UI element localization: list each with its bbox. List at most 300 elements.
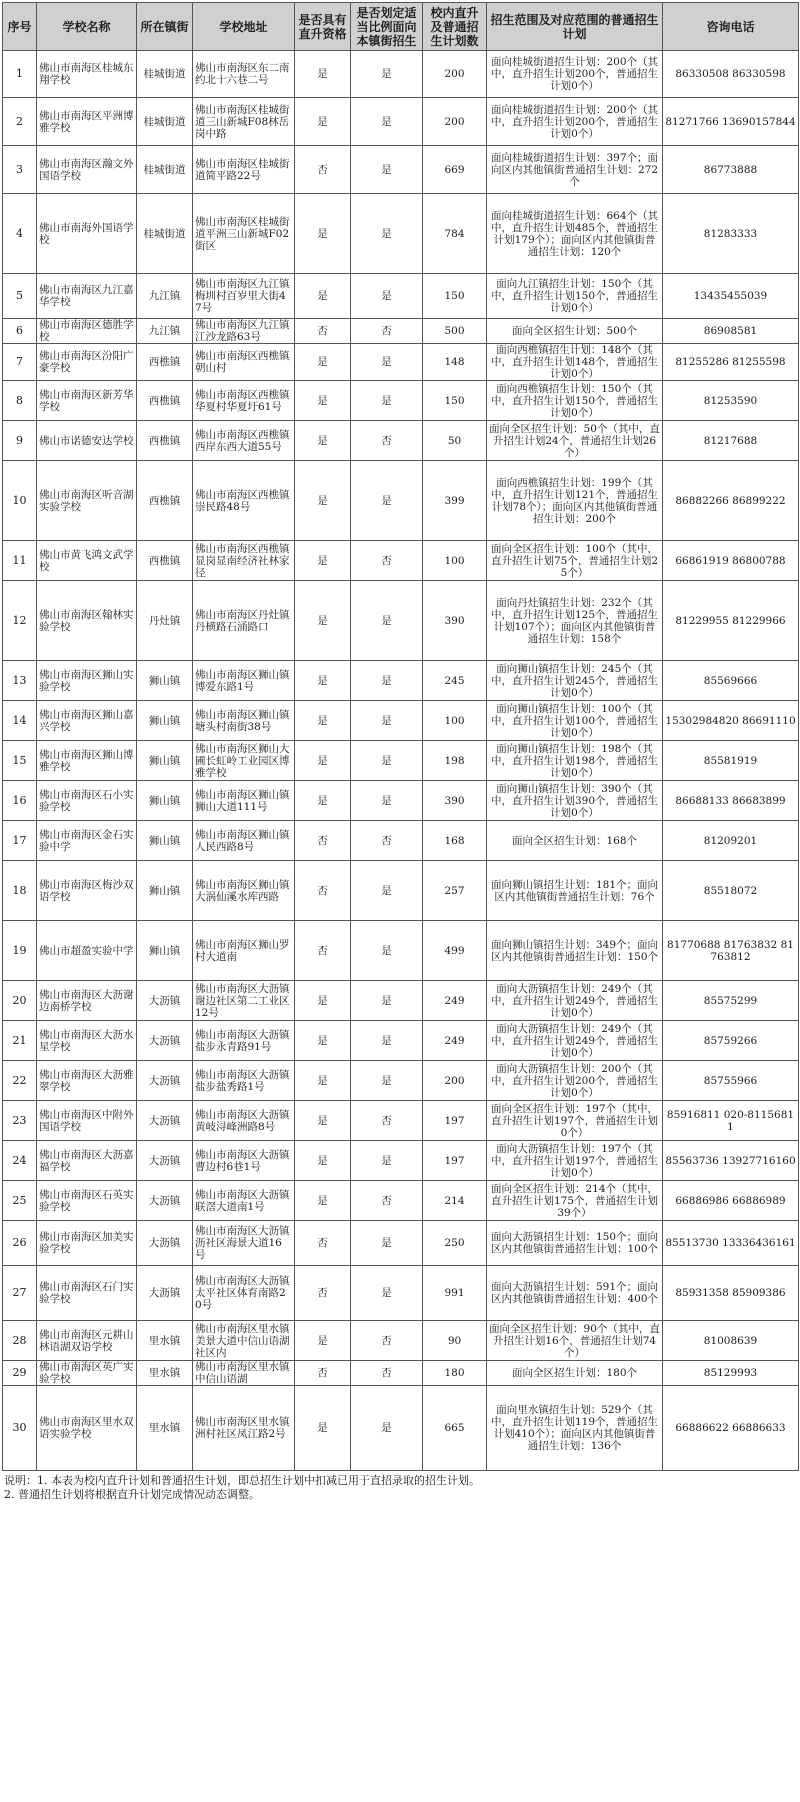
town-cell: 大沥镇 (137, 1021, 193, 1061)
phone-cell: 85129993 (663, 1361, 799, 1386)
direct-qualification-cell: 是 (295, 51, 351, 98)
town-cell: 狮山镇 (137, 701, 193, 741)
direct-qualification-cell: 是 (295, 194, 351, 274)
school-address-cell: 佛山市南海区西樵镇崇民路48号 (193, 461, 295, 541)
phone-cell: 81008639 (663, 1321, 799, 1361)
row-index-cell: 19 (3, 921, 37, 981)
row-index-cell: 30 (3, 1386, 37, 1471)
direct-qualification-cell: 否 (295, 319, 351, 344)
town-cell: 大沥镇 (137, 1061, 193, 1101)
table-body (3, 51, 799, 1471)
phone-cell: 85513730 13336436161 (663, 1221, 799, 1266)
local-ratio-cell: 否 (351, 1101, 423, 1141)
header-local-ratio: 是否划定适当比例面向本镇街招生 (351, 3, 423, 51)
direct-qualification-cell: 否 (295, 1266, 351, 1321)
direct-qualification-cell: 是 (295, 381, 351, 421)
local-ratio-cell: 是 (351, 461, 423, 541)
row-index-cell: 26 (3, 1221, 37, 1266)
school-name-cell: 佛山市南海区大沥水星学校 (37, 1021, 137, 1061)
scope-plan-cell: 面向大沥镇招生计划：150个；面向区内其他镇街普通招生计划：100个 (487, 1221, 663, 1266)
row-index-cell: 6 (3, 319, 37, 344)
row-index-cell: 10 (3, 461, 37, 541)
table-row (3, 461, 799, 541)
school-address-cell: 佛山市南海区狮山镇博爱东路1号 (193, 661, 295, 701)
town-cell: 大沥镇 (137, 1101, 193, 1141)
row-index-cell: 5 (3, 274, 37, 319)
table-row (3, 581, 799, 661)
scope-plan-cell: 面向全区招生计划：50个（其中，直升招生计划24个，普通招生计划26个） (487, 421, 663, 461)
row-index-cell: 15 (3, 741, 37, 781)
plan-count-cell: 198 (423, 741, 487, 781)
direct-qualification-cell: 否 (295, 861, 351, 921)
scope-plan-cell: 面向丹灶镇招生计划：232个（其中，直升招生计划125个，普通招生计划107个）；面向区内其他镇街普通招生计划：158个 (487, 581, 663, 661)
town-cell: 大沥镇 (137, 1141, 193, 1181)
school-name-cell: 佛山市南海区平洲博雅学校 (37, 98, 137, 146)
scope-plan-cell: 面向狮山镇招生计划：181个；面向区内其他镇街普通招生计划：76个 (487, 861, 663, 921)
phone-cell: 86773888 (663, 146, 799, 194)
row-index-cell: 1 (3, 51, 37, 98)
school-name-cell: 佛山市南海区加美实验学校 (37, 1221, 137, 1266)
table-row (3, 51, 799, 98)
school-name-cell: 佛山市南海区大沥谢边南桥学校 (37, 981, 137, 1021)
local-ratio-cell: 否 (351, 421, 423, 461)
row-index-cell: 2 (3, 98, 37, 146)
direct-qualification-cell: 是 (295, 344, 351, 381)
local-ratio-cell: 是 (351, 661, 423, 701)
plan-count-cell: 991 (423, 1266, 487, 1321)
direct-qualification-cell: 是 (295, 1181, 351, 1221)
plan-count-cell: 500 (423, 319, 487, 344)
school-name-cell: 佛山市南海区汾阳广豪学校 (37, 344, 137, 381)
direct-qualification-cell: 是 (295, 1061, 351, 1101)
direct-qualification-cell: 是 (295, 1141, 351, 1181)
town-cell: 狮山镇 (137, 861, 193, 921)
phone-cell: 85581919 (663, 741, 799, 781)
town-cell: 大沥镇 (137, 981, 193, 1021)
table-row (3, 661, 799, 701)
direct-qualification-cell: 是 (295, 1386, 351, 1471)
school-address-cell: 佛山市南海区狮山镇狮山大道111号 (193, 781, 295, 821)
plan-count-cell: 257 (423, 861, 487, 921)
table-row (3, 194, 799, 274)
school-address-cell: 佛山市南海区大沥镇沥社区海景大道16号 (193, 1221, 295, 1266)
row-index-cell: 18 (3, 861, 37, 921)
scope-plan-cell: 面向西樵镇招生计划：148个（其中，直升招生计划148个，普通招生计划0个） (487, 344, 663, 381)
row-index-cell: 16 (3, 781, 37, 821)
phone-cell: 66861919 86800788 (663, 541, 799, 581)
row-index-cell: 12 (3, 581, 37, 661)
row-index-cell: 24 (3, 1141, 37, 1181)
direct-qualification-cell: 是 (295, 781, 351, 821)
local-ratio-cell: 是 (351, 1141, 423, 1181)
local-ratio-cell: 是 (351, 146, 423, 194)
phone-cell: 86330508 86330598 (663, 51, 799, 98)
local-ratio-cell: 否 (351, 1181, 423, 1221)
plan-count-cell: 399 (423, 461, 487, 541)
row-index-cell: 8 (3, 381, 37, 421)
scope-plan-cell: 面向大沥镇招生计划：197个（其中，直升招生计划197个，普通招生计划0个） (487, 1141, 663, 1181)
phone-cell: 86908581 (663, 319, 799, 344)
school-name-cell: 佛山市南海区梅沙双语学校 (37, 861, 137, 921)
local-ratio-cell: 是 (351, 1021, 423, 1061)
plan-count-cell: 168 (423, 821, 487, 861)
scope-plan-cell: 面向全区招生计划：100个（其中，直升招生计划75个，普通招生计划25个） (487, 541, 663, 581)
school-name-cell: 佛山市南海区石小实验学校 (37, 781, 137, 821)
phone-cell: 85931358 85909386 (663, 1266, 799, 1321)
school-name-cell: 佛山市南海区英广实验学校 (37, 1361, 137, 1386)
enrollment-table-page (2, 2, 798, 1502)
header-phone: 咨询电话 (663, 3, 799, 51)
phone-cell: 81770688 81763832 81763812 (663, 921, 799, 981)
plan-count-cell: 249 (423, 1021, 487, 1061)
local-ratio-cell: 是 (351, 98, 423, 146)
school-address-cell: 佛山市南海区大沥镇联滘大道南1号 (193, 1181, 295, 1221)
town-cell: 大沥镇 (137, 1266, 193, 1321)
header-plan-count: 校内直升及普通招生计划数 (423, 3, 487, 51)
phone-cell: 86882266 86899222 (663, 461, 799, 541)
scope-plan-cell: 面向里水镇招生计划：529个（其中，直升招生计划119个，普通招生计划410个）；面向区内其他镇街普通招生计划：136个 (487, 1386, 663, 1471)
town-cell: 九江镇 (137, 319, 193, 344)
direct-qualification-cell: 是 (295, 421, 351, 461)
plan-count-cell: 150 (423, 381, 487, 421)
local-ratio-cell: 否 (351, 319, 423, 344)
school-name-cell: 佛山市南海区元耕山林语湖双语学校 (37, 1321, 137, 1361)
row-index-cell: 22 (3, 1061, 37, 1101)
scope-plan-cell: 面向桂城街道招生计划：200个（其中，直升招生计划200个，普通招生计划0个） (487, 51, 663, 98)
row-index-cell: 3 (3, 146, 37, 194)
row-index-cell: 14 (3, 701, 37, 741)
scope-plan-cell: 面向全区招生计划：500个 (487, 319, 663, 344)
local-ratio-cell: 是 (351, 701, 423, 741)
town-cell: 大沥镇 (137, 1221, 193, 1266)
table-row (3, 344, 799, 381)
school-address-cell: 佛山市南海区西樵镇西岸东西大道55号 (193, 421, 295, 461)
town-cell: 桂城街道 (137, 51, 193, 98)
phone-cell: 85563736 13927716160 (663, 1141, 799, 1181)
direct-qualification-cell: 是 (295, 981, 351, 1021)
row-index-cell: 27 (3, 1266, 37, 1321)
school-address-cell: 佛山市南海区大沥镇黄岐浔峰洲路8号 (193, 1101, 295, 1141)
school-name-cell: 佛山市南海区瀚文外国语学校 (37, 146, 137, 194)
table-row (3, 1361, 799, 1386)
table-row (3, 146, 799, 194)
local-ratio-cell: 是 (351, 1221, 423, 1266)
school-address-cell: 佛山市南海区东二南约北十六巷二号 (193, 51, 295, 98)
town-cell: 西樵镇 (137, 381, 193, 421)
town-cell: 狮山镇 (137, 821, 193, 861)
table-row (3, 98, 799, 146)
plan-count-cell: 90 (423, 1321, 487, 1361)
header-school-name: 学校名称 (37, 3, 137, 51)
school-address-cell: 佛山市南海区九江镇梅圳村百岁里大街47号 (193, 274, 295, 319)
direct-qualification-cell: 是 (295, 1321, 351, 1361)
school-address-cell: 佛山市南海区狮山镇塘头村南街38号 (193, 701, 295, 741)
plan-count-cell: 214 (423, 1181, 487, 1221)
school-name-cell: 佛山市南海区大沥雅翠学校 (37, 1061, 137, 1101)
town-cell: 西樵镇 (137, 461, 193, 541)
scope-plan-cell: 面向狮山镇招生计划：198个（其中，直升招生计划198个，普通招生计划0个） (487, 741, 663, 781)
local-ratio-cell: 是 (351, 1386, 423, 1471)
direct-qualification-cell: 否 (295, 1221, 351, 1266)
scope-plan-cell: 面向狮山镇招生计划：245个（其中，直升招生计划245个，普通招生计划0个） (487, 661, 663, 701)
plan-count-cell: 390 (423, 781, 487, 821)
school-address-cell: 佛山市南海区桂城街道简平路22号 (193, 146, 295, 194)
school-name-cell: 佛山市诺德安达学校 (37, 421, 137, 461)
row-index-cell: 13 (3, 661, 37, 701)
town-cell: 桂城街道 (137, 98, 193, 146)
local-ratio-cell: 是 (351, 194, 423, 274)
school-address-cell: 佛山市南海区里水镇洲村社区凤江路2号 (193, 1386, 295, 1471)
direct-qualification-cell: 是 (295, 741, 351, 781)
table-row (3, 701, 799, 741)
school-address-cell: 佛山市南海区大沥镇太平社区体育南路20号 (193, 1266, 295, 1321)
phone-cell: 85759266 (663, 1021, 799, 1061)
scope-plan-cell: 面向大沥镇招生计划：200个（其中，直升招生计划200个，普通招生计划0个） (487, 1061, 663, 1101)
row-index-cell: 9 (3, 421, 37, 461)
school-address-cell: 佛山市南海区狮山镇大涡仙溪水库西路 (193, 861, 295, 921)
local-ratio-cell: 是 (351, 581, 423, 661)
phone-cell: 66886986 66886989 (663, 1181, 799, 1221)
town-cell: 狮山镇 (137, 661, 193, 701)
scope-plan-cell: 面向全区招生计划：180个 (487, 1361, 663, 1386)
school-address-cell: 佛山市南海区大沥镇盐步永青路91号 (193, 1021, 295, 1061)
plan-count-cell: 197 (423, 1101, 487, 1141)
town-cell: 九江镇 (137, 274, 193, 319)
town-cell: 大沥镇 (137, 1181, 193, 1221)
row-index-cell: 29 (3, 1361, 37, 1386)
direct-qualification-cell: 是 (295, 461, 351, 541)
school-address-cell: 佛山市南海区里水镇美景大道中信山语湖社区内 (193, 1321, 295, 1361)
school-name-cell: 佛山市南海区九江嘉华学校 (37, 274, 137, 319)
plan-count-cell: 100 (423, 541, 487, 581)
row-index-cell: 28 (3, 1321, 37, 1361)
table-row (3, 1141, 799, 1181)
table-row (3, 319, 799, 344)
school-address-cell: 佛山市南海区西樵镇华夏村华夏圩61号 (193, 381, 295, 421)
school-name-cell: 佛山市南海区里水双语实验学校 (37, 1386, 137, 1471)
school-name-cell: 佛山市南海区德胜学校 (37, 319, 137, 344)
phone-cell: 81283333 (663, 194, 799, 274)
school-name-cell: 佛山市南海区听音湖实验学校 (37, 461, 137, 541)
school-name-cell: 佛山市南海区翰林实验学校 (37, 581, 137, 661)
row-index-cell: 17 (3, 821, 37, 861)
school-name-cell: 佛山市南海区金石实验中学 (37, 821, 137, 861)
table-row (3, 861, 799, 921)
school-address-cell: 佛山市南海区大沥镇盐步盐秀路1号 (193, 1061, 295, 1101)
local-ratio-cell: 是 (351, 344, 423, 381)
plan-count-cell: 200 (423, 1061, 487, 1101)
town-cell: 狮山镇 (137, 921, 193, 981)
local-ratio-cell: 是 (351, 921, 423, 981)
table-row (3, 381, 799, 421)
direct-qualification-cell: 否 (295, 1361, 351, 1386)
direct-qualification-cell: 是 (295, 661, 351, 701)
school-name-cell: 佛山市南海区石英实验学校 (37, 1181, 137, 1221)
table-row (3, 981, 799, 1021)
scope-plan-cell: 面向桂城街道招生计划：200个（其中，直升招生计划200个，普通招生计划0个） (487, 98, 663, 146)
local-ratio-cell: 否 (351, 821, 423, 861)
row-index-cell: 20 (3, 981, 37, 1021)
school-name-cell: 佛山市南海区桂城东翔学校 (37, 51, 137, 98)
direct-qualification-cell: 是 (295, 701, 351, 741)
scope-plan-cell: 面向九江镇招生计划：150个（其中，直升招生计划150个，普通招生计划0个） (487, 274, 663, 319)
header-address: 学校地址 (193, 3, 295, 51)
school-address-cell: 佛山市南海区桂城街道三山新城F08林岳岗中路 (193, 98, 295, 146)
row-index-cell: 7 (3, 344, 37, 381)
plan-count-cell: 50 (423, 421, 487, 461)
table-row (3, 541, 799, 581)
school-name-cell: 佛山市南海区狮山博雅学校 (37, 741, 137, 781)
direct-qualification-cell: 否 (295, 921, 351, 981)
local-ratio-cell: 是 (351, 274, 423, 319)
local-ratio-cell: 否 (351, 1361, 423, 1386)
table-row (3, 821, 799, 861)
direct-qualification-cell: 是 (295, 98, 351, 146)
phone-cell: 86688133 86683899 (663, 781, 799, 821)
town-cell: 桂城街道 (137, 146, 193, 194)
plan-count-cell: 148 (423, 344, 487, 381)
school-name-cell: 佛山市南海区大沥嘉福学校 (37, 1141, 137, 1181)
phone-cell: 81271766 13690157844 (663, 98, 799, 146)
row-index-cell: 4 (3, 194, 37, 274)
local-ratio-cell: 是 (351, 381, 423, 421)
plan-count-cell: 250 (423, 1221, 487, 1266)
table-row (3, 1266, 799, 1321)
school-name-cell: 佛山市南海区石门实验学校 (37, 1266, 137, 1321)
plan-count-cell: 200 (423, 98, 487, 146)
scope-plan-cell: 面向狮山镇招生计划：100个（其中，直升招生计划100个，普通招生计划0个） (487, 701, 663, 741)
phone-cell: 81229955 81229966 (663, 581, 799, 661)
table-row (3, 274, 799, 319)
school-name-cell: 佛山市黄飞鸿文武学校 (37, 541, 137, 581)
scope-plan-cell: 面向全区招生计划：214个（其中，直升招生计划175个，普通招生计划39个） (487, 1181, 663, 1221)
table-row (3, 1061, 799, 1101)
school-address-cell: 佛山市南海区大沥镇曹边村6巷1号 (193, 1141, 295, 1181)
school-address-cell: 佛山市南海区九江镇江沙龙路63号 (193, 319, 295, 344)
scope-plan-cell: 面向狮山镇招生计划：390个（其中，直升招生计划390个，普通招生计划0个） (487, 781, 663, 821)
scope-plan-cell: 面向大沥镇招生计划：249个（其中，直升招生计划249个，普通招生计划0个） (487, 981, 663, 1021)
town-cell: 桂城街道 (137, 194, 193, 274)
direct-qualification-cell: 是 (295, 541, 351, 581)
header-town: 所在镇街 (137, 3, 193, 51)
local-ratio-cell: 是 (351, 1266, 423, 1321)
table-header-row (3, 3, 799, 51)
plan-count-cell: 100 (423, 701, 487, 741)
row-index-cell: 25 (3, 1181, 37, 1221)
phone-cell: 85916811 020-81156811 (663, 1101, 799, 1141)
header-index: 序号 (3, 3, 37, 51)
local-ratio-cell: 是 (351, 1061, 423, 1101)
plan-count-cell: 150 (423, 274, 487, 319)
town-cell: 西樵镇 (137, 421, 193, 461)
phone-cell: 85755966 (663, 1061, 799, 1101)
table-row (3, 1221, 799, 1266)
town-cell: 西樵镇 (137, 344, 193, 381)
table-row (3, 1181, 799, 1221)
town-cell: 狮山镇 (137, 741, 193, 781)
table-row (3, 1101, 799, 1141)
table-row (3, 741, 799, 781)
local-ratio-cell: 是 (351, 51, 423, 98)
phone-cell: 66886622 66886633 (663, 1386, 799, 1471)
local-ratio-cell: 是 (351, 981, 423, 1021)
table-row (3, 1386, 799, 1471)
scope-plan-cell: 面向全区招生计划：90个（其中，直升招生计划16个，普通招生计划74个） (487, 1321, 663, 1361)
header-scope-plan: 招生范围及对应范围的普通招生计划 (487, 3, 663, 51)
plan-count-cell: 197 (423, 1141, 487, 1181)
row-index-cell: 21 (3, 1021, 37, 1061)
direct-qualification-cell: 是 (295, 274, 351, 319)
direct-qualification-cell: 是 (295, 1101, 351, 1141)
town-cell: 里水镇 (137, 1321, 193, 1361)
school-name-cell: 佛山市南海区狮山嘉兴学校 (37, 701, 137, 741)
local-ratio-cell: 否 (351, 1321, 423, 1361)
direct-qualification-cell: 否 (295, 146, 351, 194)
table-row (3, 421, 799, 461)
plan-count-cell: 390 (423, 581, 487, 661)
phone-cell: 13435455039 (663, 274, 799, 319)
plan-count-cell: 669 (423, 146, 487, 194)
plan-count-cell: 784 (423, 194, 487, 274)
scope-plan-cell: 面向全区招生计划：168个 (487, 821, 663, 861)
header-direct-qualification: 是否具有直升资格 (295, 3, 351, 51)
enrollment-plan-table (2, 2, 799, 1471)
school-address-cell: 佛山市南海区狮山大圃长虹岭工业园区博雅学校 (193, 741, 295, 781)
school-address-cell: 佛山市南海区狮山罗村大道南 (193, 921, 295, 981)
school-address-cell: 佛山市南海区里水镇中信山语湖 (193, 1361, 295, 1386)
table-row (3, 781, 799, 821)
town-cell: 里水镇 (137, 1361, 193, 1386)
direct-qualification-cell: 否 (295, 821, 351, 861)
local-ratio-cell: 是 (351, 741, 423, 781)
school-name-cell: 佛山市南海区新芳华学校 (37, 381, 137, 421)
school-name-cell: 佛山市南海区狮山实验学校 (37, 661, 137, 701)
school-name-cell: 佛山市南海区中附外国语学校 (37, 1101, 137, 1141)
school-address-cell: 佛山市南海区狮山镇人民西路8号 (193, 821, 295, 861)
phone-cell: 81217688 (663, 421, 799, 461)
phone-cell: 85575299 (663, 981, 799, 1021)
school-address-cell: 佛山市南海区西樵镇朝山村 (193, 344, 295, 381)
table-row (3, 1321, 799, 1361)
plan-count-cell: 249 (423, 981, 487, 1021)
town-cell: 狮山镇 (137, 781, 193, 821)
scope-plan-cell: 面向狮山镇招生计划：349个；面向区内其他镇街普通招生计划：150个 (487, 921, 663, 981)
row-index-cell: 11 (3, 541, 37, 581)
school-address-cell: 佛山市南海区桂城街道平洲三山新城F02街区 (193, 194, 295, 274)
scope-plan-cell: 面向全区招生计划：197个（其中，直升招生计划197个，普通招生计划0个） (487, 1101, 663, 1141)
phone-cell: 81209201 (663, 821, 799, 861)
phone-cell: 81253590 (663, 381, 799, 421)
table-row (3, 1021, 799, 1061)
plan-count-cell: 665 (423, 1386, 487, 1471)
direct-qualification-cell: 是 (295, 581, 351, 661)
school-name-cell: 佛山市超盈实验中学 (37, 921, 137, 981)
school-address-cell: 佛山市南海区丹灶镇丹横路石涌路口 (193, 581, 295, 661)
phone-cell: 15302984820 86691110 (663, 701, 799, 741)
note-line-2: 2. 普通招生计划将根据直升计划完成情况动态调整。 (4, 1488, 260, 1501)
scope-plan-cell: 面向桂城街道招生计划：397个；面向区内其他镇街普通招生计划：272个 (487, 146, 663, 194)
school-address-cell: 佛山市南海区大沥镇谢边社区第二工业区12号 (193, 981, 295, 1021)
row-index-cell: 23 (3, 1101, 37, 1141)
town-cell: 里水镇 (137, 1386, 193, 1471)
phone-cell: 85518072 (663, 861, 799, 921)
table-notes (2, 1471, 798, 1502)
town-cell: 丹灶镇 (137, 581, 193, 661)
scope-plan-cell: 面向西樵镇招生计划：150个（其中，直升招生计划150个，普通招生计划0个） (487, 381, 663, 421)
phone-cell: 81255286 81255598 (663, 344, 799, 381)
plan-count-cell: 180 (423, 1361, 487, 1386)
direct-qualification-cell: 是 (295, 1021, 351, 1061)
